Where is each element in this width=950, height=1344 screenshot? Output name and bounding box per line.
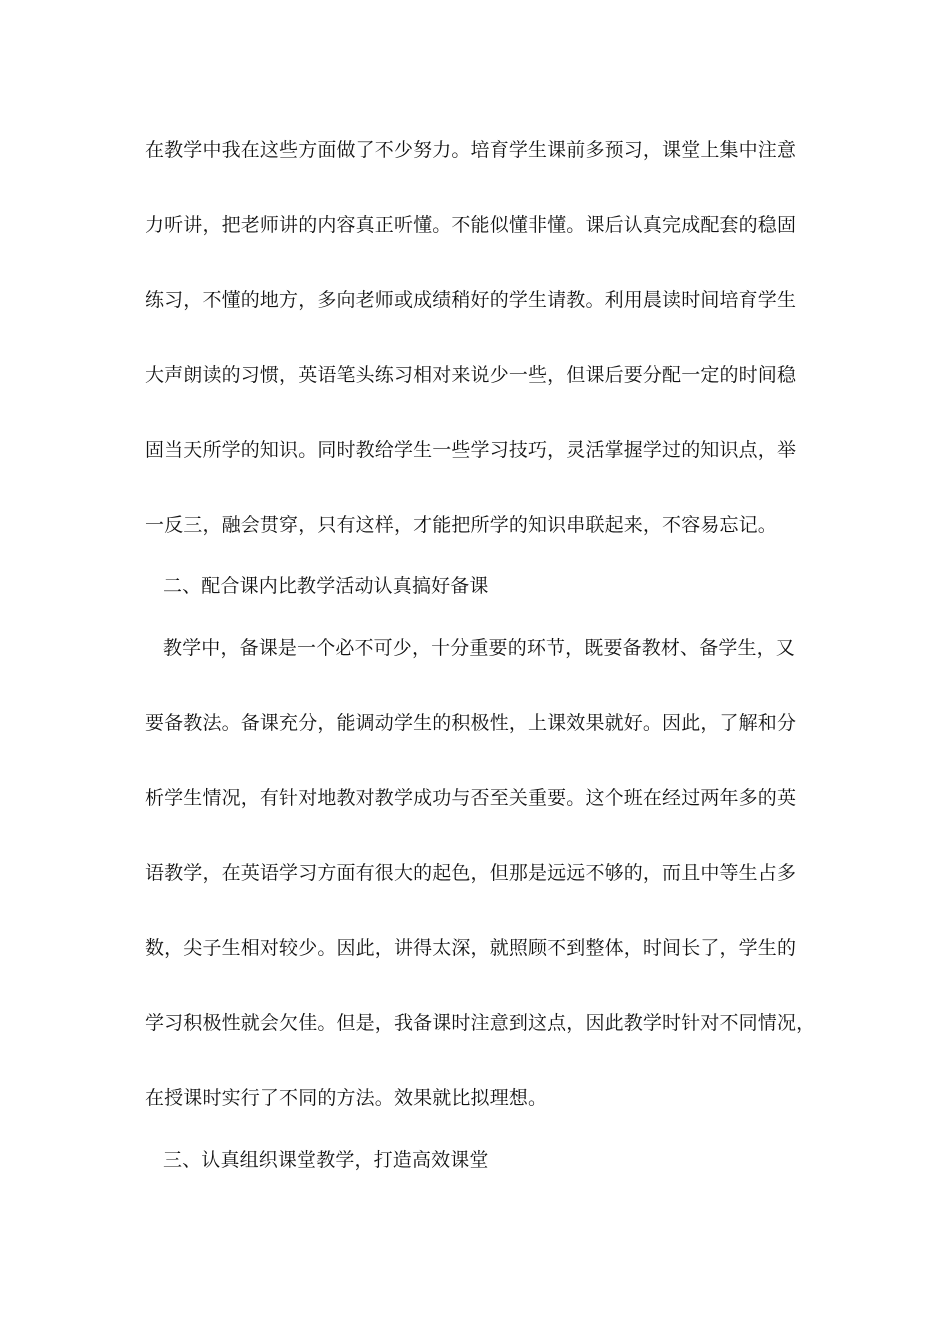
paragraph-2-line-1: 教学中，备课是一个必不可少，十分重要的环节，既要备教材、备学生，又 (163, 637, 795, 659)
paragraph-1-line-6: 一反三，融会贯穿，只有这样，才能把所学的知识串联起来，不容易忘记。 (145, 514, 777, 536)
paragraph-2-line-6: 学习积极性就会欠佳。但是，我备课时注意到这点，因此教学时针对不同情况， (145, 1012, 816, 1034)
section-heading-2: 二、配合课内比教学活动认真搞好备课 (163, 575, 489, 597)
paragraph-2-line-3: 析学生情况，有针对地教对教学成功与否至关重要。这个班在经过两年多的英 (145, 787, 797, 809)
paragraph-1-line-2: 力听讲，把老师讲的内容真正听懂。不能似懂非懂。课后认真完成配套的稳固 (145, 214, 797, 236)
paragraph-1-line-1: 在教学中我在这些方面做了不少努力。培育学生课前多预习，课堂上集中注意 (145, 139, 797, 161)
paragraph-2-line-7: 在授课时实行了不同的方法。效果就比拟理想。 (145, 1087, 548, 1109)
paragraph-2-line-5: 数，尖子生相对较少。因此，讲得太深，就照顾不到整体，时间长了，学生的 (145, 937, 797, 959)
paragraph-1-line-4: 大声朗读的习惯，英语笔头练习相对来说少一些，但课后要分配一定的时间稳 (145, 364, 797, 386)
paragraph-2-line-2: 要备教法。备课充分，能调动学生的积极性，上课效果就好。因此，了解和分 (145, 712, 797, 734)
paragraph-1-line-3: 练习，不懂的地方，多向老师或成绩稍好的学生请教。利用晨读时间培育学生 (145, 289, 797, 311)
section-heading-3: 三、认真组织课堂教学，打造高效课堂 (163, 1149, 489, 1171)
paragraph-1-line-5: 固当天所学的知识。同时教给学生一些学习技巧，灵活掌握学过的知识点，举 (145, 439, 797, 461)
paragraph-2-line-4: 语教学，在英语学习方面有很大的起色，但那是远远不够的，而且中等生占多 (145, 862, 797, 884)
